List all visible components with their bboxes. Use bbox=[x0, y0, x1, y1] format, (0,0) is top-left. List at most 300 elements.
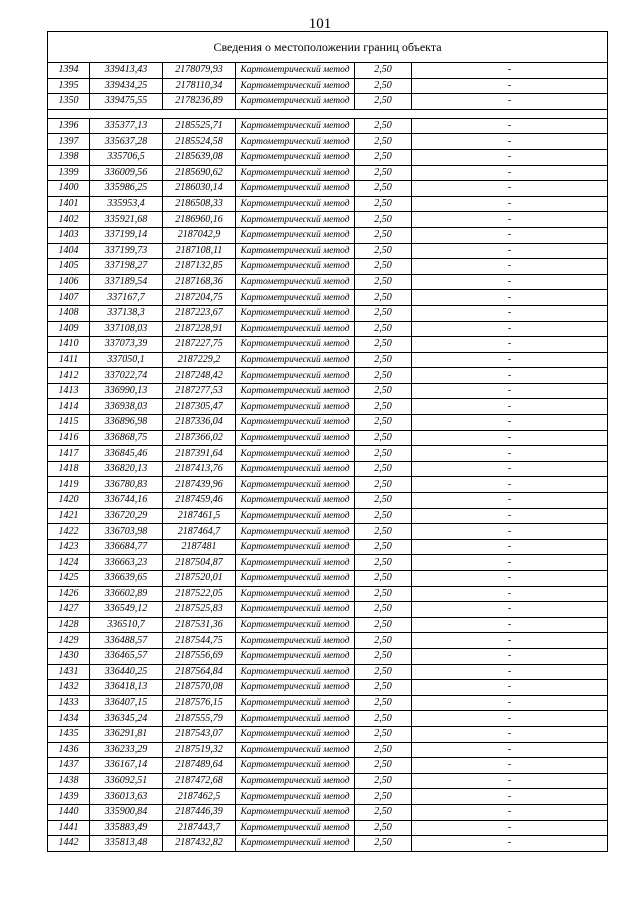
y-coordinate-cell: 2187543,07 bbox=[163, 726, 236, 742]
description-cell: - bbox=[412, 680, 608, 696]
description-cell: - bbox=[412, 493, 608, 509]
x-coordinate-cell: 336549,12 bbox=[90, 602, 163, 618]
x-coordinate-cell: 336407,15 bbox=[90, 695, 163, 711]
x-coordinate-cell: 336938,03 bbox=[90, 399, 163, 415]
description-cell: - bbox=[412, 165, 608, 181]
method-cell: Картометрический метод bbox=[236, 227, 355, 243]
table-row bbox=[48, 415, 608, 431]
table-row bbox=[48, 726, 608, 742]
method-cell: Картометрический метод bbox=[236, 602, 355, 618]
table-row bbox=[48, 305, 608, 321]
method-cell: Картометрический метод bbox=[236, 461, 355, 477]
table-row bbox=[48, 555, 608, 571]
accuracy-cell: 2,50 bbox=[355, 415, 412, 431]
point-number-cell: 1403 bbox=[48, 227, 90, 243]
method-cell: Картометрический метод bbox=[236, 165, 355, 181]
accuracy-cell: 2,50 bbox=[355, 368, 412, 384]
point-number-cell: 1407 bbox=[48, 290, 90, 306]
point-number-cell: 1440 bbox=[48, 804, 90, 820]
y-coordinate-cell: 2187489,64 bbox=[163, 758, 236, 774]
point-number-cell: 1442 bbox=[48, 836, 90, 852]
x-coordinate-cell: 336703,98 bbox=[90, 524, 163, 540]
table-row bbox=[48, 430, 608, 446]
x-coordinate-cell: 335921,68 bbox=[90, 212, 163, 228]
accuracy-cell: 2,50 bbox=[355, 227, 412, 243]
y-coordinate-cell: 2178236,89 bbox=[163, 94, 236, 110]
description-cell: - bbox=[412, 571, 608, 587]
method-cell: Картометрический метод bbox=[236, 493, 355, 509]
method-cell: Картометрический метод bbox=[236, 134, 355, 150]
table-row bbox=[48, 648, 608, 664]
table-row bbox=[48, 789, 608, 805]
accuracy-cell: 2,50 bbox=[355, 446, 412, 462]
description-cell: - bbox=[412, 758, 608, 774]
accuracy-cell: 2,50 bbox=[355, 586, 412, 602]
point-number-cell: 1415 bbox=[48, 415, 90, 431]
point-number-cell: 1434 bbox=[48, 711, 90, 727]
x-coordinate-cell: 336465,57 bbox=[90, 648, 163, 664]
accuracy-cell: 2,50 bbox=[355, 758, 412, 774]
y-coordinate-cell: 2187531,36 bbox=[163, 617, 236, 633]
table-row bbox=[48, 804, 608, 820]
table-row bbox=[48, 461, 608, 477]
method-cell: Картометрический метод bbox=[236, 633, 355, 649]
x-coordinate-cell: 335900,84 bbox=[90, 804, 163, 820]
accuracy-cell: 2,50 bbox=[355, 539, 412, 555]
accuracy-cell: 2,50 bbox=[355, 508, 412, 524]
x-coordinate-cell: 339475,55 bbox=[90, 94, 163, 110]
method-cell: Картометрический метод bbox=[236, 383, 355, 399]
accuracy-cell: 2,50 bbox=[355, 196, 412, 212]
x-coordinate-cell: 337198,27 bbox=[90, 259, 163, 275]
description-cell: - bbox=[412, 94, 608, 110]
accuracy-cell: 2,50 bbox=[355, 493, 412, 509]
description-cell: - bbox=[412, 134, 608, 150]
table-row bbox=[48, 321, 608, 337]
accuracy-cell: 2,50 bbox=[355, 290, 412, 306]
description-cell: - bbox=[412, 742, 608, 758]
method-cell: Картометрический метод bbox=[236, 648, 355, 664]
y-coordinate-cell: 2187522,05 bbox=[163, 586, 236, 602]
x-coordinate-cell: 336602,89 bbox=[90, 586, 163, 602]
accuracy-cell: 2,50 bbox=[355, 274, 412, 290]
table-row bbox=[48, 181, 608, 197]
method-cell: Картометрический метод bbox=[236, 773, 355, 789]
point-number-cell: 1424 bbox=[48, 555, 90, 571]
y-coordinate-cell: 2187570,08 bbox=[163, 680, 236, 696]
method-cell: Картометрический метод bbox=[236, 337, 355, 353]
method-cell: Картометрический метод bbox=[236, 571, 355, 587]
table-row bbox=[48, 134, 608, 150]
y-coordinate-cell: 2187439,96 bbox=[163, 477, 236, 493]
x-coordinate-cell: 337189,54 bbox=[90, 274, 163, 290]
table-row bbox=[48, 149, 608, 165]
accuracy-cell: 2,50 bbox=[355, 633, 412, 649]
description-cell: - bbox=[412, 555, 608, 571]
description-cell: - bbox=[412, 633, 608, 649]
y-coordinate-cell: 2186508,33 bbox=[163, 196, 236, 212]
table-row bbox=[48, 118, 608, 134]
method-cell: Картометрический метод bbox=[236, 555, 355, 571]
description-cell: - bbox=[412, 337, 608, 353]
y-coordinate-cell: 2187556,69 bbox=[163, 648, 236, 664]
table-row bbox=[48, 508, 608, 524]
table-row bbox=[48, 243, 608, 259]
point-number-cell: 1439 bbox=[48, 789, 90, 805]
method-cell: Картометрический метод bbox=[236, 742, 355, 758]
accuracy-cell: 2,50 bbox=[355, 337, 412, 353]
description-cell: - bbox=[412, 446, 608, 462]
accuracy-cell: 2,50 bbox=[355, 836, 412, 852]
accuracy-cell: 2,50 bbox=[355, 243, 412, 259]
x-coordinate-cell: 336440,25 bbox=[90, 664, 163, 680]
point-number-cell: 1350 bbox=[48, 94, 90, 110]
x-coordinate-cell: 336167,14 bbox=[90, 758, 163, 774]
description-cell: - bbox=[412, 243, 608, 259]
accuracy-cell: 2,50 bbox=[355, 181, 412, 197]
method-cell: Картометрический метод bbox=[236, 664, 355, 680]
y-coordinate-cell: 2187305,47 bbox=[163, 399, 236, 415]
table-body bbox=[48, 32, 608, 852]
y-coordinate-cell: 2187391,64 bbox=[163, 446, 236, 462]
accuracy-cell: 2,50 bbox=[355, 524, 412, 540]
y-coordinate-cell: 2185524,58 bbox=[163, 134, 236, 150]
x-coordinate-cell: 336233,29 bbox=[90, 742, 163, 758]
table-row bbox=[48, 399, 608, 415]
accuracy-cell: 2,50 bbox=[355, 259, 412, 275]
table-row bbox=[48, 539, 608, 555]
x-coordinate-cell: 336510,7 bbox=[90, 617, 163, 633]
point-number-cell: 1430 bbox=[48, 648, 90, 664]
accuracy-cell: 2,50 bbox=[355, 134, 412, 150]
y-coordinate-cell: 2186960,16 bbox=[163, 212, 236, 228]
accuracy-cell: 2,50 bbox=[355, 477, 412, 493]
table-row bbox=[48, 633, 608, 649]
y-coordinate-cell: 2187472,68 bbox=[163, 773, 236, 789]
table-row bbox=[48, 78, 608, 94]
method-cell: Картометрический метод bbox=[236, 586, 355, 602]
y-coordinate-cell: 2187481 bbox=[163, 539, 236, 555]
method-cell: Картометрический метод bbox=[236, 539, 355, 555]
point-number-cell: 1409 bbox=[48, 321, 90, 337]
y-coordinate-cell: 2187432,82 bbox=[163, 836, 236, 852]
point-number-cell: 1414 bbox=[48, 399, 90, 415]
y-coordinate-cell: 2187459,46 bbox=[163, 493, 236, 509]
x-coordinate-cell: 337022,74 bbox=[90, 368, 163, 384]
point-number-cell: 1405 bbox=[48, 259, 90, 275]
description-cell: - bbox=[412, 290, 608, 306]
y-coordinate-cell: 2187555,79 bbox=[163, 711, 236, 727]
point-number-cell: 1416 bbox=[48, 430, 90, 446]
y-coordinate-cell: 2187229,2 bbox=[163, 352, 236, 368]
point-number-cell: 1441 bbox=[48, 820, 90, 836]
method-cell: Картометрический метод bbox=[236, 63, 355, 79]
method-cell: Картометрический метод bbox=[236, 617, 355, 633]
point-number-cell: 1400 bbox=[48, 181, 90, 197]
table-title-row bbox=[48, 32, 608, 63]
x-coordinate-cell: 335706,5 bbox=[90, 149, 163, 165]
method-cell: Картометрический метод bbox=[236, 415, 355, 431]
description-cell: - bbox=[412, 508, 608, 524]
accuracy-cell: 2,50 bbox=[355, 94, 412, 110]
accuracy-cell: 2,50 bbox=[355, 617, 412, 633]
description-cell: - bbox=[412, 804, 608, 820]
point-number-cell: 1412 bbox=[48, 368, 90, 384]
table-row bbox=[48, 383, 608, 399]
method-cell: Картометрический метод bbox=[236, 758, 355, 774]
method-cell: Картометрический метод bbox=[236, 508, 355, 524]
table-row bbox=[48, 290, 608, 306]
description-cell: - bbox=[412, 773, 608, 789]
description-cell: - bbox=[412, 78, 608, 94]
description-cell: - bbox=[412, 399, 608, 415]
method-cell: Картометрический метод bbox=[236, 243, 355, 259]
table-row bbox=[48, 695, 608, 711]
point-number-cell: 1425 bbox=[48, 571, 90, 587]
accuracy-cell: 2,50 bbox=[355, 695, 412, 711]
method-cell: Картометрический метод bbox=[236, 524, 355, 540]
method-cell: Картометрический метод bbox=[236, 804, 355, 820]
description-cell: - bbox=[412, 368, 608, 384]
point-number-cell: 1406 bbox=[48, 274, 90, 290]
point-number-cell: 1431 bbox=[48, 664, 90, 680]
accuracy-cell: 2,50 bbox=[355, 648, 412, 664]
table-row bbox=[48, 524, 608, 540]
description-cell: - bbox=[412, 789, 608, 805]
y-coordinate-cell: 2187336,04 bbox=[163, 415, 236, 431]
method-cell: Картометрический метод bbox=[236, 726, 355, 742]
table-row bbox=[48, 571, 608, 587]
point-number-cell: 1422 bbox=[48, 524, 90, 540]
point-number-cell: 1411 bbox=[48, 352, 90, 368]
y-coordinate-cell: 2187132,85 bbox=[163, 259, 236, 275]
point-number-cell: 1433 bbox=[48, 695, 90, 711]
table-row bbox=[48, 680, 608, 696]
x-coordinate-cell: 336780,83 bbox=[90, 477, 163, 493]
point-number-cell: 1402 bbox=[48, 212, 90, 228]
y-coordinate-cell: 2187462,5 bbox=[163, 789, 236, 805]
point-number-cell: 1423 bbox=[48, 539, 90, 555]
description-cell: - bbox=[412, 274, 608, 290]
accuracy-cell: 2,50 bbox=[355, 602, 412, 618]
x-coordinate-cell: 339413,43 bbox=[90, 63, 163, 79]
method-cell: Картометрический метод bbox=[236, 399, 355, 415]
x-coordinate-cell: 337199,73 bbox=[90, 243, 163, 259]
group-separator-row bbox=[48, 109, 608, 118]
description-cell: - bbox=[412, 477, 608, 493]
x-coordinate-cell: 336092,51 bbox=[90, 773, 163, 789]
method-cell: Картометрический метод bbox=[236, 680, 355, 696]
x-coordinate-cell: 336990,13 bbox=[90, 383, 163, 399]
table-row bbox=[48, 227, 608, 243]
x-coordinate-cell: 336820,13 bbox=[90, 461, 163, 477]
method-cell: Картометрический метод bbox=[236, 259, 355, 275]
x-coordinate-cell: 335637,28 bbox=[90, 134, 163, 150]
accuracy-cell: 2,50 bbox=[355, 742, 412, 758]
page-number: 101 bbox=[308, 16, 332, 32]
description-cell: - bbox=[412, 212, 608, 228]
point-number-cell: 1432 bbox=[48, 680, 90, 696]
description-cell: - bbox=[412, 430, 608, 446]
point-number-cell: 1437 bbox=[48, 758, 90, 774]
table-row bbox=[48, 493, 608, 509]
x-coordinate-cell: 336013,63 bbox=[90, 789, 163, 805]
accuracy-cell: 2,50 bbox=[355, 352, 412, 368]
table-row bbox=[48, 617, 608, 633]
description-cell: - bbox=[412, 726, 608, 742]
description-cell: - bbox=[412, 648, 608, 664]
method-cell: Картометрический метод bbox=[236, 274, 355, 290]
y-coordinate-cell: 2185639,08 bbox=[163, 149, 236, 165]
y-coordinate-cell: 2187108,11 bbox=[163, 243, 236, 259]
method-cell: Картометрический метод bbox=[236, 820, 355, 836]
accuracy-cell: 2,50 bbox=[355, 321, 412, 337]
table-row bbox=[48, 711, 608, 727]
accuracy-cell: 2,50 bbox=[355, 305, 412, 321]
y-coordinate-cell: 2187525,83 bbox=[163, 602, 236, 618]
y-coordinate-cell: 2187223,67 bbox=[163, 305, 236, 321]
table-row bbox=[48, 259, 608, 275]
table-row bbox=[48, 477, 608, 493]
point-number-cell: 1428 bbox=[48, 617, 90, 633]
y-coordinate-cell: 2187504,87 bbox=[163, 555, 236, 571]
x-coordinate-cell: 335883,49 bbox=[90, 820, 163, 836]
table-row bbox=[48, 446, 608, 462]
y-coordinate-cell: 2187227,75 bbox=[163, 337, 236, 353]
method-cell: Картометрический метод bbox=[236, 836, 355, 852]
x-coordinate-cell: 337050,1 bbox=[90, 352, 163, 368]
description-cell: - bbox=[412, 586, 608, 602]
table-row bbox=[48, 274, 608, 290]
point-number-cell: 1395 bbox=[48, 78, 90, 94]
x-coordinate-cell: 336663,23 bbox=[90, 555, 163, 571]
accuracy-cell: 2,50 bbox=[355, 149, 412, 165]
x-coordinate-cell: 336684,77 bbox=[90, 539, 163, 555]
point-number-cell: 1413 bbox=[48, 383, 90, 399]
y-coordinate-cell: 2187042,9 bbox=[163, 227, 236, 243]
method-cell: Картометрический метод bbox=[236, 368, 355, 384]
point-number-cell: 1435 bbox=[48, 726, 90, 742]
y-coordinate-cell: 2178110,34 bbox=[163, 78, 236, 94]
accuracy-cell: 2,50 bbox=[355, 118, 412, 134]
x-coordinate-cell: 337199,14 bbox=[90, 227, 163, 243]
accuracy-cell: 2,50 bbox=[355, 212, 412, 228]
description-cell: - bbox=[412, 259, 608, 275]
description-cell: - bbox=[412, 321, 608, 337]
description-cell: - bbox=[412, 227, 608, 243]
y-coordinate-cell: 2187564,84 bbox=[163, 664, 236, 680]
description-cell: - bbox=[412, 836, 608, 852]
table-row bbox=[48, 337, 608, 353]
method-cell: Картометрический метод bbox=[236, 196, 355, 212]
accuracy-cell: 2,50 bbox=[355, 430, 412, 446]
description-cell: - bbox=[412, 664, 608, 680]
x-coordinate-cell: 336868,75 bbox=[90, 430, 163, 446]
accuracy-cell: 2,50 bbox=[355, 726, 412, 742]
accuracy-cell: 2,50 bbox=[355, 165, 412, 181]
y-coordinate-cell: 2187443,7 bbox=[163, 820, 236, 836]
table-row bbox=[48, 664, 608, 680]
point-number-cell: 1410 bbox=[48, 337, 90, 353]
table-row bbox=[48, 212, 608, 228]
x-coordinate-cell: 339434,25 bbox=[90, 78, 163, 94]
description-cell: - bbox=[412, 352, 608, 368]
x-coordinate-cell: 337073,39 bbox=[90, 337, 163, 353]
point-number-cell: 1404 bbox=[48, 243, 90, 259]
y-coordinate-cell: 2187461,5 bbox=[163, 508, 236, 524]
point-number-cell: 1417 bbox=[48, 446, 90, 462]
table-row bbox=[48, 63, 608, 79]
boundary-table bbox=[47, 31, 608, 852]
x-coordinate-cell: 335377,13 bbox=[90, 118, 163, 134]
x-coordinate-cell: 337108,03 bbox=[90, 321, 163, 337]
description-cell: - bbox=[412, 602, 608, 618]
y-coordinate-cell: 2187576,15 bbox=[163, 695, 236, 711]
accuracy-cell: 2,50 bbox=[355, 78, 412, 94]
method-cell: Картометрический метод bbox=[236, 94, 355, 110]
y-coordinate-cell: 2185525,71 bbox=[163, 118, 236, 134]
point-number-cell: 1420 bbox=[48, 493, 90, 509]
accuracy-cell: 2,50 bbox=[355, 63, 412, 79]
method-cell: Картометрический метод bbox=[236, 212, 355, 228]
point-number-cell: 1438 bbox=[48, 773, 90, 789]
y-coordinate-cell: 2187519,32 bbox=[163, 742, 236, 758]
table-row bbox=[48, 836, 608, 852]
description-cell: - bbox=[412, 461, 608, 477]
x-coordinate-cell: 336720,29 bbox=[90, 508, 163, 524]
accuracy-cell: 2,50 bbox=[355, 461, 412, 477]
description-cell: - bbox=[412, 181, 608, 197]
description-cell: - bbox=[412, 196, 608, 212]
method-cell: Картометрический метод bbox=[236, 446, 355, 462]
description-cell: - bbox=[412, 524, 608, 540]
table-row bbox=[48, 742, 608, 758]
table-row bbox=[48, 352, 608, 368]
x-coordinate-cell: 336744,16 bbox=[90, 493, 163, 509]
point-number-cell: 1419 bbox=[48, 477, 90, 493]
point-number-cell: 1436 bbox=[48, 742, 90, 758]
method-cell: Картометрический метод bbox=[236, 430, 355, 446]
x-coordinate-cell: 336291,81 bbox=[90, 726, 163, 742]
table-row bbox=[48, 820, 608, 836]
accuracy-cell: 2,50 bbox=[355, 571, 412, 587]
table-row bbox=[48, 586, 608, 602]
table-row bbox=[48, 758, 608, 774]
point-number-cell: 1426 bbox=[48, 586, 90, 602]
accuracy-cell: 2,50 bbox=[355, 383, 412, 399]
accuracy-cell: 2,50 bbox=[355, 804, 412, 820]
accuracy-cell: 2,50 bbox=[355, 820, 412, 836]
table-row bbox=[48, 773, 608, 789]
method-cell: Картометрический метод bbox=[236, 181, 355, 197]
x-coordinate-cell: 336488,57 bbox=[90, 633, 163, 649]
point-number-cell: 1398 bbox=[48, 149, 90, 165]
description-cell: - bbox=[412, 695, 608, 711]
method-cell: Картометрический метод bbox=[236, 305, 355, 321]
y-coordinate-cell: 2187168,36 bbox=[163, 274, 236, 290]
point-number-cell: 1401 bbox=[48, 196, 90, 212]
method-cell: Картометрический метод bbox=[236, 352, 355, 368]
accuracy-cell: 2,50 bbox=[355, 711, 412, 727]
point-number-cell: 1397 bbox=[48, 134, 90, 150]
point-number-cell: 1427 bbox=[48, 602, 90, 618]
y-coordinate-cell: 2178079,93 bbox=[163, 63, 236, 79]
accuracy-cell: 2,50 bbox=[355, 399, 412, 415]
method-cell: Картометрический метод bbox=[236, 477, 355, 493]
point-number-cell: 1421 bbox=[48, 508, 90, 524]
table-row bbox=[48, 94, 608, 110]
x-coordinate-cell: 337138,3 bbox=[90, 305, 163, 321]
